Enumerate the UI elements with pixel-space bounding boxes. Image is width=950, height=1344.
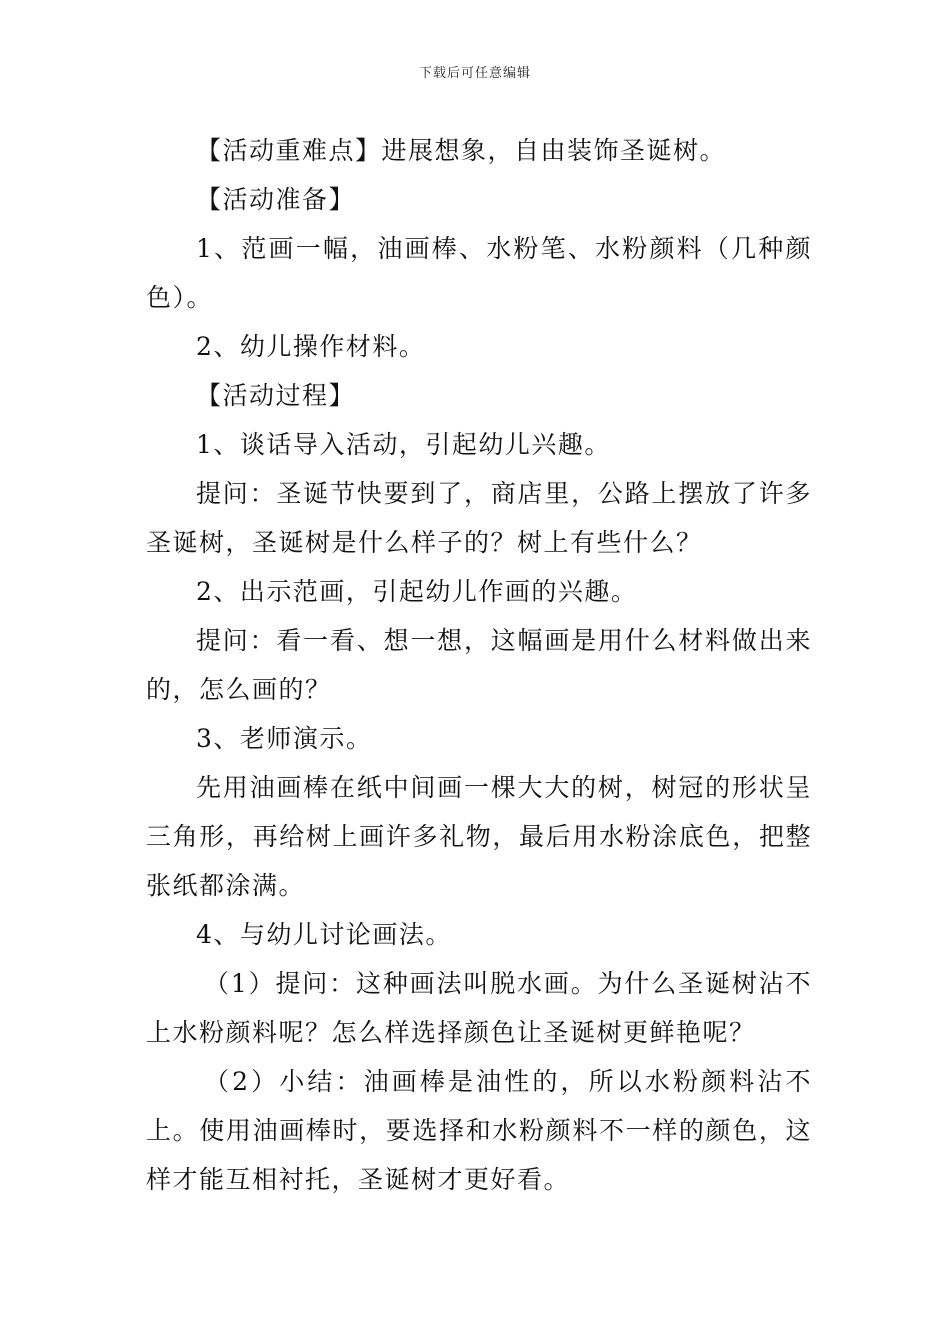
paragraph-step-2: 2、出示范画，引起幼儿作画的兴趣。 [196, 577, 638, 606]
page-header: 下载后可任意编辑 [418, 66, 531, 81]
paragraph-question-2: 提问：看一看、想一想，这幅画是用什么材料做出来的，怎么画的？ [146, 626, 812, 704]
paragraph-demonstration: 先用油画棒在纸中间画一棵大大的树，树冠的形状呈三角形，再给树上画许多礼物，最后用水粉涂底色，把整张纸都涂满。 [146, 773, 812, 900]
paragraph-prep-2: 2、幼儿操作材料。 [196, 332, 426, 361]
section-heading-process: 【活动过程】 [196, 381, 356, 410]
paragraph-step-4: 4、与幼儿讨论画法。 [196, 920, 452, 949]
paragraph-key-difficulty: 【活动重难点】进展想象，自由装饰圣诞树。 [196, 136, 727, 165]
paragraph-question-1: 提问：圣诞节快要到了，商店里，公路上摆放了许多圣诞树，圣诞树是什么样子的？树上有些什么？ [146, 479, 812, 557]
paragraph-step-1: 1、谈话导入活动，引起幼儿兴趣。 [196, 430, 611, 459]
paragraph-substep-1: （1）提问：这种画法叫脱水画。为什么圣诞树沾不上水粉颜料呢？怎么样选择颜色让圣诞树更鲜艳呢？ [146, 969, 812, 1047]
paragraph-substep-2: （2）小结：油画棒是油性的，所以水粉颜料沾不上。使用油画棒时，要选择和水粉颜料不一样的颜色，这样才能互相衬托，圣诞树才更好看。 [146, 1067, 812, 1194]
paragraph-prep-1: 1、范画一幅，油画棒、水粉笔、水粉颜料（几种颜色）。 [146, 234, 812, 312]
paragraph-step-3: 3、老师演示。 [196, 724, 373, 753]
document-body [146, 126, 812, 1204]
section-heading-preparation: 【活动准备】 [196, 185, 356, 214]
